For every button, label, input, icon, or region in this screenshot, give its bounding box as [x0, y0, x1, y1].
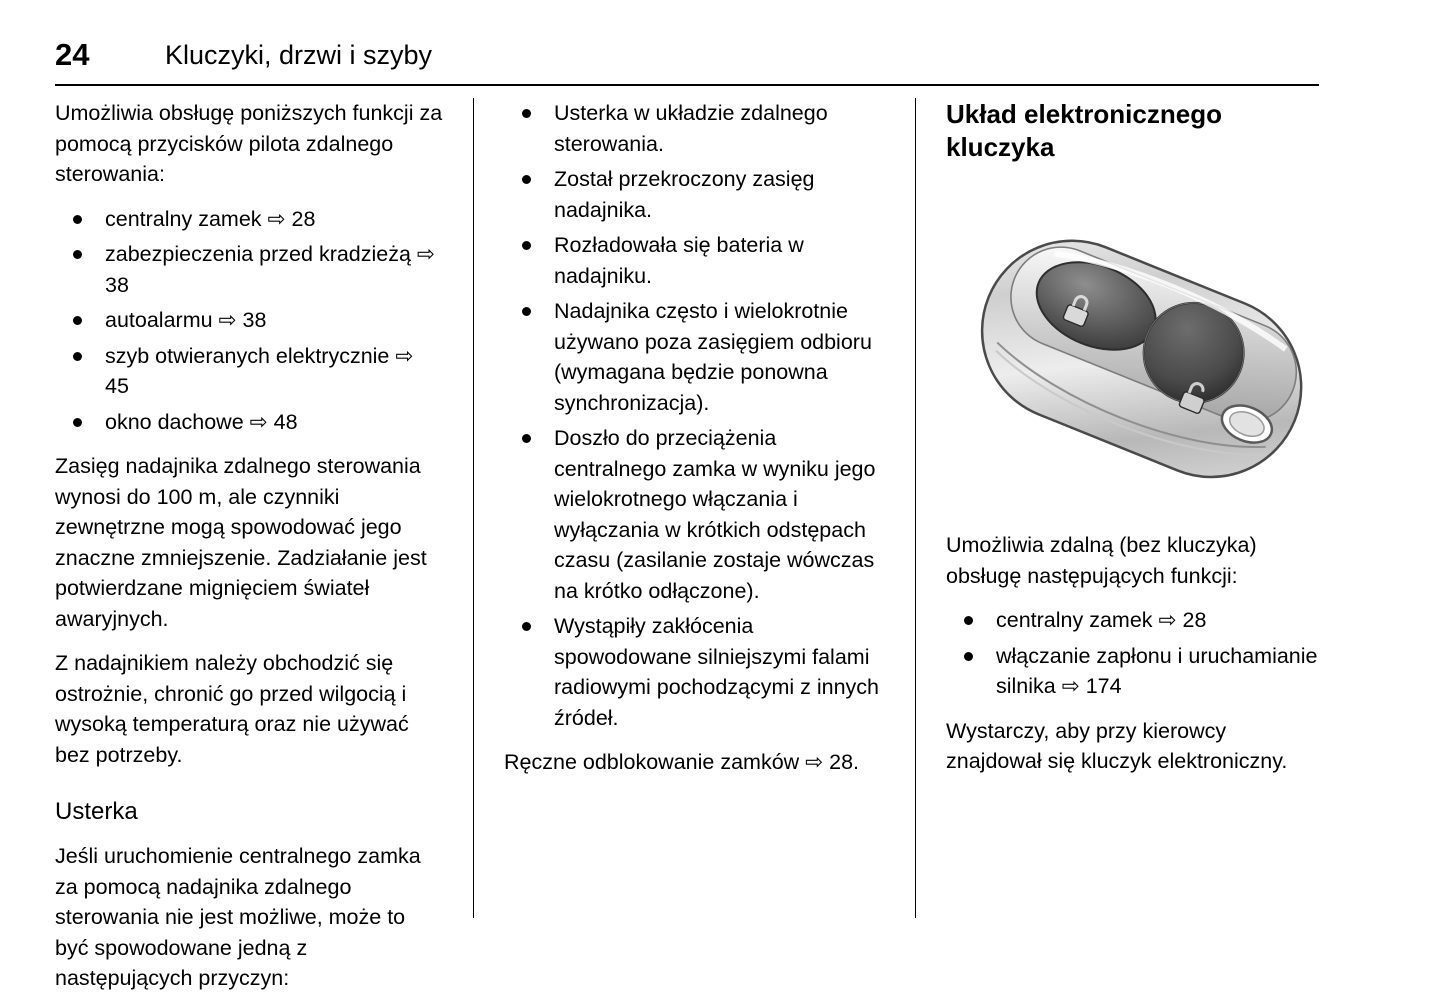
- list-item: Usterka w układzie zdalnego sterowania.: [504, 98, 885, 159]
- electronic-key-fob-illustration: [942, 182, 1332, 512]
- remote-functions-list: [55, 204, 443, 438]
- list-item: autoalarmu ⇨ 38: [55, 305, 443, 336]
- list-item: Rozładowała się bateria w nadajniku.: [504, 230, 885, 291]
- page-columns: [55, 98, 1325, 990]
- range-paragraph: Zasięg nadajnika zdalnego sterowania wynosi do 100 m, ale czynniki zewnętrzne mogą spowodować jego znaczne zmniejszenie. Zadziałanie jest potwierdzane mignięciem świateł awaryjnych.: [55, 454, 427, 631]
- list-item: Wystąpiły zakłócenia spowodowane silniejszymi falami radiowymi pochodzącymi z innych źródeł.: [504, 611, 885, 733]
- list-item: centralny zamek ⇨ 28: [946, 605, 1325, 636]
- column-two: [473, 98, 915, 918]
- fault-heading: Usterka: [55, 798, 138, 825]
- list-item: włączanie zapłonu i uruchamianie silnika ⇨ 174: [946, 641, 1325, 702]
- list-item: centralny zamek ⇨ 28: [55, 204, 443, 235]
- list-item: szyb otwieranych elektrycznie ⇨ 45: [55, 341, 443, 402]
- care-paragraph: Z nadajnikiem należy obchodzić się ostrożnie, chronić go przed wilgocią i wysoką temperaturą oraz nie używać bez potrzeby.: [55, 651, 409, 767]
- manual-unlock-reference: Ręczne odblokowanie zamków ⇨ 28.: [504, 750, 860, 774]
- list-item: zabezpieczenia przed kradzieżą ⇨ 38: [55, 239, 443, 300]
- page-number: 24: [55, 37, 90, 72]
- electronic-key-intro: Umożliwia zdalną (bez kluczyka) obsługę następujących funkcji:: [946, 533, 1257, 588]
- list-item: Został przekroczony zasięg nadajnika.: [504, 164, 885, 225]
- list-item: okno dachowe ⇨ 48: [55, 407, 443, 438]
- fault-intro-paragraph: Jeśli uruchomienie centralnego zamka za pomocą nadajnika zdalnego sterowania nie jest możliwe, może to być spowodowane jedną z następujących przyczyn:: [55, 844, 421, 990]
- list-item: Doszło do przeciążenia centralnego zamka w wyniku jego wielokrotnego włączania i wyłączania w krótkich odstępach czasu (zasilanie zostaje wówczas na krótko odłączone).: [504, 423, 885, 606]
- list-item: Nadajnika często i wielokrotnie używano poza zasięgiem odbioru (wymagana będzie ponowna synchronizacja).: [504, 296, 885, 418]
- electronic-key-closing: Wystarczy, aby przy kierowcy znajdował się kluczyk elektroniczny.: [946, 718, 1288, 773]
- chapter-title: Kluczyki, drzwi i szyby: [165, 40, 433, 70]
- electronic-key-functions-list: [946, 605, 1325, 702]
- fault-causes-list: [504, 98, 885, 733]
- intro-paragraph: Umożliwia obsługę poniższych funkcji za pomocą przycisków pilota zdalnego sterowania:: [55, 101, 443, 186]
- column-three: [915, 98, 1325, 918]
- column-one: [55, 98, 473, 990]
- page-header: [55, 38, 1319, 86]
- electronic-key-heading: Układ elektronicznego kluczyka: [946, 99, 1222, 162]
